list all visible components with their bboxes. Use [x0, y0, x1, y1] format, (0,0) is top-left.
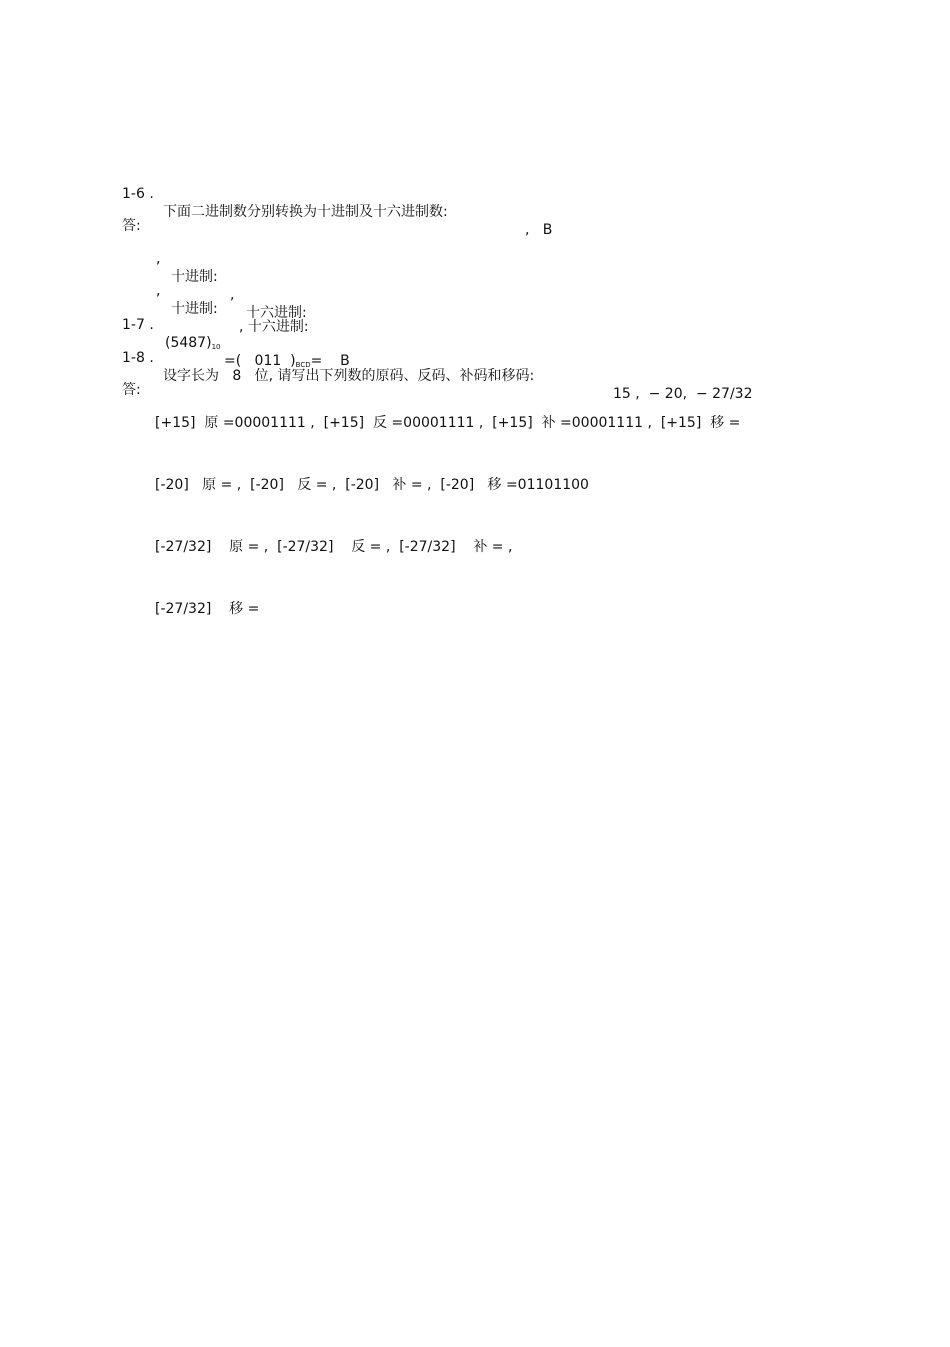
decimal-label: 十进制:: [171, 269, 218, 285]
bcd-subscript: BCD: [295, 361, 311, 369]
answer-label: [0, 199, 141, 235]
question-number: 1-6 .: [122, 186, 154, 202]
bcd-value: =( 011 ): [224, 353, 296, 369]
answer-label: [0, 363, 141, 399]
hex-label: 十六进制:: [246, 305, 307, 321]
question-values: 15 , − 20, − 27/32: [613, 386, 753, 402]
decimal-value: (5487): [165, 335, 212, 351]
binary-result: = B: [310, 353, 350, 369]
answer-row-text: [-27/32] 移 =: [155, 601, 260, 617]
answer-row-plus15: [0, 396, 741, 432]
question-text: 下面二进制数分别转换为十进制及十六进制数:: [163, 204, 448, 220]
answer-row-text: [-27/32] 原 = , [-27/32] 反 = , [-27/32] 补 = ,: [155, 539, 513, 555]
decimal-label: 十进制:: [171, 301, 218, 317]
answer-label-text: 答:: [122, 218, 141, 234]
question-text: 设字长为 8 位, 请写出下列数的原码、反码、补码和移码:: [163, 368, 535, 384]
answer-label-text: 答:: [122, 382, 141, 398]
question-number: 1-7 .: [122, 317, 154, 333]
decimal-expression: [165, 334, 220, 354]
comma: ,: [230, 287, 235, 303]
comma: ,: [156, 251, 161, 267]
answer-row-minus20: [0, 458, 589, 494]
answer-row-minus27-32: [0, 520, 513, 556]
answer-row-text: [+15] 原 =00001111 , [+15] 反 =00001111 , [+15] 补 =00001111 , [+15] 移 =: [155, 415, 741, 431]
base-subscript: 10: [211, 343, 221, 351]
answer-row-minus27-32-shift: [0, 582, 260, 618]
comma: ,: [156, 283, 161, 299]
question-number: 1-8 .: [122, 350, 154, 366]
hex-label: , 十六进制:: [239, 319, 309, 335]
question-tail: , B: [525, 222, 553, 238]
answer-row-text: [-20] 原 = , [-20] 反 = , [-20] 补 = , [-20] 移 =01101100: [155, 477, 589, 493]
